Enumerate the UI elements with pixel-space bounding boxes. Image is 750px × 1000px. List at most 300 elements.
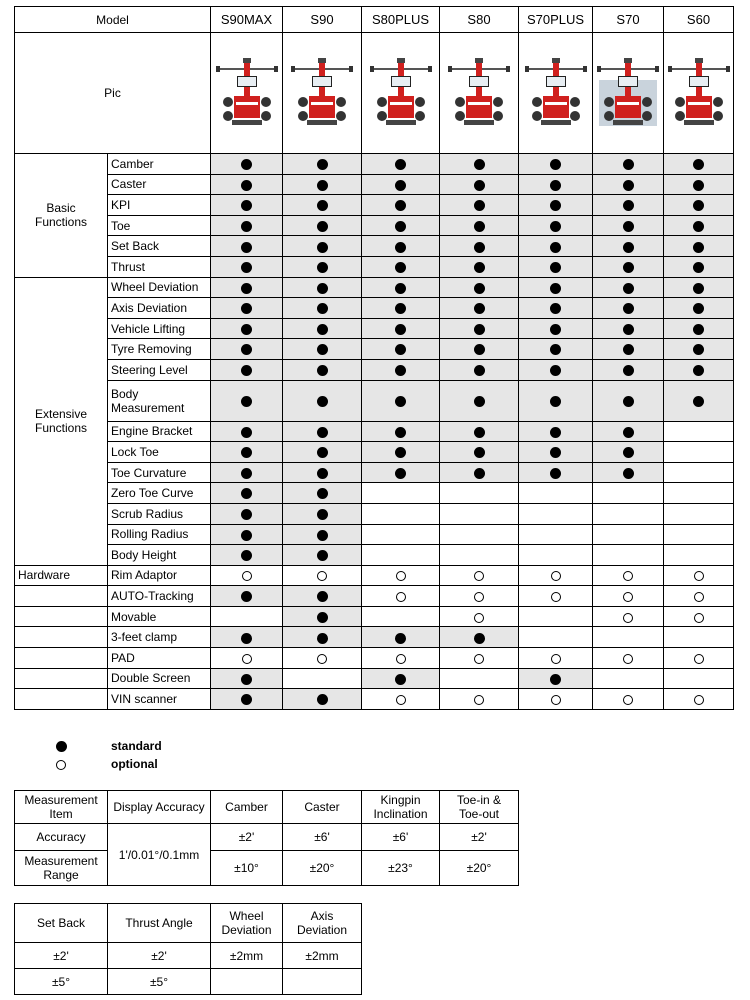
cell-s70plus — [519, 359, 593, 380]
cell-s60 — [664, 524, 734, 545]
cell-s80 — [440, 256, 519, 277]
standard-dot-icon — [241, 180, 252, 191]
standard-dot-icon — [395, 468, 406, 479]
cell-s80 — [440, 339, 519, 360]
cell-s80 — [440, 215, 519, 236]
feature-row — [15, 380, 734, 421]
standard-dot-icon — [395, 674, 406, 685]
optional-circle-icon — [474, 613, 484, 623]
feature-label: Steering Level — [108, 359, 211, 380]
cell-s80plus — [362, 668, 440, 689]
standard-dot-icon — [474, 200, 485, 211]
standard-dot-icon — [623, 324, 634, 335]
cell-s60 — [664, 606, 734, 627]
feature-label: Rolling Radius — [108, 524, 211, 545]
cell-s90 — [283, 524, 362, 545]
spec2-header: Axis Deviation — [283, 904, 362, 943]
standard-dot-icon — [317, 591, 328, 602]
standard-dot-icon — [623, 344, 634, 355]
cell-s60 — [664, 545, 734, 566]
group-hardware — [15, 648, 108, 669]
feature-row — [15, 318, 734, 339]
model-picture — [519, 33, 593, 154]
group-hardware — [15, 606, 108, 627]
optional-circle-icon — [396, 571, 406, 581]
cell-s80plus — [362, 627, 440, 648]
cell-s60 — [664, 565, 734, 586]
cell-s90max — [211, 339, 283, 360]
standard-dot-icon — [317, 303, 328, 314]
cell-s90max — [211, 627, 283, 648]
feature-label: Body Measurement — [108, 380, 211, 421]
cell-s70plus — [519, 298, 593, 319]
feature-label: Double Screen — [108, 668, 211, 689]
cell-s90max — [211, 545, 283, 566]
feature-row — [15, 277, 734, 298]
cell-s80plus — [362, 174, 440, 195]
standard-dot-icon — [550, 159, 561, 170]
standard-dot-icon — [693, 396, 704, 407]
optional-circle-icon — [474, 592, 484, 602]
standard-dot-icon — [317, 509, 328, 520]
standard-dot-icon — [550, 365, 561, 376]
cell-s80 — [440, 668, 519, 689]
cell-s80plus — [362, 339, 440, 360]
feature-row — [15, 483, 734, 504]
cell-s80plus — [362, 277, 440, 298]
cell-s60 — [664, 195, 734, 216]
standard-dot-icon — [317, 488, 328, 499]
feature-label: Rim Adaptor — [108, 565, 211, 586]
cell-s90 — [283, 174, 362, 195]
accuracy-label: Accuracy — [15, 824, 108, 851]
feature-label: AUTO-Tracking — [108, 586, 211, 607]
feature-label: Zero Toe Curve — [108, 483, 211, 504]
standard-dot-icon — [550, 447, 561, 458]
standard-dot-icon — [241, 488, 252, 499]
standard-dot-icon — [623, 262, 634, 273]
standard-dot-icon — [317, 468, 328, 479]
spec2-range-value: ±5° — [108, 969, 211, 995]
cell-s80plus — [362, 545, 440, 566]
feature-label: Body Height — [108, 545, 211, 566]
optional-circle-icon — [623, 571, 633, 581]
standard-dot-icon — [474, 180, 485, 191]
spec1-accuracy-row — [15, 824, 519, 851]
cell-s90max — [211, 442, 283, 463]
model-picture — [440, 33, 519, 154]
model-picture — [664, 33, 734, 154]
standard-dot-icon — [56, 741, 67, 752]
cell-s80plus — [362, 648, 440, 669]
spec2-accuracy-value: ±2mm — [211, 943, 283, 969]
group-basic-functions: Basic Functions — [15, 154, 108, 278]
cell-s80plus — [362, 298, 440, 319]
feature-row — [15, 154, 734, 175]
cell-s60 — [664, 503, 734, 524]
pic-header: Pic — [15, 33, 211, 154]
group-hardware: Hardware — [15, 565, 108, 586]
spec1-header: Kingpin Inclination — [362, 791, 440, 824]
cell-s70 — [593, 668, 664, 689]
standard-dot-icon — [623, 200, 634, 211]
standard-dot-icon — [317, 633, 328, 644]
standard-dot-icon — [395, 365, 406, 376]
standard-dot-icon — [693, 365, 704, 376]
optional-circle-icon — [694, 613, 704, 623]
optional-circle-icon — [396, 654, 406, 664]
cell-s90max — [211, 462, 283, 483]
standard-dot-icon — [693, 303, 704, 314]
standard-dot-icon — [241, 633, 252, 644]
cell-s90 — [283, 154, 362, 175]
cell-s90max — [211, 380, 283, 421]
model-name: S70PLUS — [519, 7, 593, 33]
cell-s80plus — [362, 606, 440, 627]
cell-s90 — [283, 318, 362, 339]
model-name: S80 — [440, 7, 519, 33]
standard-dot-icon — [550, 200, 561, 211]
model-name: S90 — [283, 7, 362, 33]
standard-dot-icon — [550, 180, 561, 191]
model-name: S90MAX — [211, 7, 283, 33]
cell-s70 — [593, 174, 664, 195]
standard-dot-icon — [550, 427, 561, 438]
pic-row — [15, 33, 734, 154]
cell-s70plus — [519, 380, 593, 421]
model-picture — [362, 33, 440, 154]
range-value: ±10° — [211, 851, 283, 886]
cell-s60 — [664, 298, 734, 319]
range-value: ±20° — [440, 851, 519, 886]
feature-row — [15, 442, 734, 463]
cell-s70 — [593, 545, 664, 566]
feature-label: PAD — [108, 648, 211, 669]
optional-circle-icon — [317, 571, 327, 581]
spec2-range-value: ±5° — [15, 969, 108, 995]
cell-s90max — [211, 689, 283, 710]
cell-s70 — [593, 442, 664, 463]
standard-dot-icon — [550, 396, 561, 407]
standard-dot-icon — [241, 365, 252, 376]
cell-s70 — [593, 215, 664, 236]
group-hardware — [15, 689, 108, 710]
feature-label: Toe — [108, 215, 211, 236]
cell-s80plus — [362, 462, 440, 483]
standard-dot-icon — [693, 200, 704, 211]
cell-s70plus — [519, 483, 593, 504]
range-label: Measurement Range — [15, 851, 108, 886]
feature-row — [15, 298, 734, 319]
standard-dot-icon — [623, 468, 634, 479]
standard-dot-icon — [395, 200, 406, 211]
standard-dot-icon — [241, 159, 252, 170]
cell-s60 — [664, 154, 734, 175]
cell-s90 — [283, 298, 362, 319]
standard-dot-icon — [241, 200, 252, 211]
aligner-machine-icon — [216, 58, 278, 128]
cell-s90 — [283, 256, 362, 277]
cell-s70plus — [519, 339, 593, 360]
cell-s90 — [283, 236, 362, 257]
cell-s70 — [593, 483, 664, 504]
cell-s70plus — [519, 586, 593, 607]
feature-row — [15, 565, 734, 586]
standard-dot-icon — [693, 324, 704, 335]
spec1-header: Caster — [283, 791, 362, 824]
cell-s90 — [283, 668, 362, 689]
spec1-header: Toe-in & Toe-out — [440, 791, 519, 824]
standard-dot-icon — [317, 427, 328, 438]
display-accuracy-value: 1'/0.01°/0.1mm — [108, 824, 211, 886]
cell-s80 — [440, 359, 519, 380]
cell-s80 — [440, 586, 519, 607]
model-name: S60 — [664, 7, 734, 33]
aligner-machine-icon — [370, 58, 432, 128]
cell-s80plus — [362, 503, 440, 524]
cell-s70 — [593, 359, 664, 380]
optional-circle-icon — [623, 654, 633, 664]
legend-optional — [56, 757, 158, 771]
standard-dot-icon — [550, 344, 561, 355]
feature-row — [15, 648, 734, 669]
spec2-header: Set Back — [15, 904, 108, 943]
accuracy-value: ±6' — [283, 824, 362, 851]
feature-label: Caster — [108, 174, 211, 195]
cell-s90max — [211, 503, 283, 524]
feature-row — [15, 545, 734, 566]
cell-s80plus — [362, 195, 440, 216]
optional-circle-icon — [694, 654, 704, 664]
standard-dot-icon — [474, 396, 485, 407]
cell-s90max — [211, 565, 283, 586]
standard-dot-icon — [317, 262, 328, 273]
cell-s70 — [593, 503, 664, 524]
cell-s80plus — [362, 318, 440, 339]
cell-s70 — [593, 380, 664, 421]
group-hardware — [15, 627, 108, 648]
cell-s70 — [593, 648, 664, 669]
cell-s70plus — [519, 174, 593, 195]
cell-s60 — [664, 277, 734, 298]
cell-s80plus — [362, 215, 440, 236]
legend-standard-label: standard — [111, 739, 162, 753]
cell-s80plus — [362, 689, 440, 710]
optional-circle-icon — [396, 592, 406, 602]
standard-dot-icon — [474, 283, 485, 294]
cell-s60 — [664, 380, 734, 421]
standard-dot-icon — [693, 344, 704, 355]
spec1-header-row — [15, 791, 519, 824]
feature-row — [15, 421, 734, 442]
optional-circle-icon — [551, 592, 561, 602]
model-name: S70 — [593, 7, 664, 33]
standard-dot-icon — [241, 447, 252, 458]
feature-row — [15, 689, 734, 710]
standard-dot-icon — [474, 159, 485, 170]
standard-dot-icon — [693, 221, 704, 232]
cell-s80plus — [362, 256, 440, 277]
cell-s90 — [283, 565, 362, 586]
standard-dot-icon — [693, 262, 704, 273]
spec-table-deviation — [14, 903, 362, 995]
standard-dot-icon — [241, 396, 252, 407]
standard-dot-icon — [241, 509, 252, 520]
standard-dot-icon — [693, 180, 704, 191]
standard-dot-icon — [241, 530, 252, 541]
standard-dot-icon — [395, 633, 406, 644]
feature-label: Scrub Radius — [108, 503, 211, 524]
spec1-header: Measurement Item — [15, 791, 108, 824]
spec2-header-row — [15, 904, 362, 943]
cell-s90max — [211, 256, 283, 277]
cell-s80 — [440, 154, 519, 175]
cell-s90 — [283, 606, 362, 627]
cell-s90 — [283, 483, 362, 504]
cell-s60 — [664, 236, 734, 257]
cell-s80plus — [362, 442, 440, 463]
cell-s90max — [211, 421, 283, 442]
cell-s70plus — [519, 648, 593, 669]
standard-dot-icon — [474, 242, 485, 253]
optional-circle-icon — [623, 695, 633, 705]
spec1-header: Display Accuracy — [108, 791, 211, 824]
feature-row — [15, 462, 734, 483]
cell-s70 — [593, 606, 664, 627]
standard-dot-icon — [317, 283, 328, 294]
standard-dot-icon — [693, 283, 704, 294]
feature-label: Axis Deviation — [108, 298, 211, 319]
cell-s80plus — [362, 483, 440, 504]
cell-s90max — [211, 648, 283, 669]
legend-optional-label: optional — [111, 757, 158, 771]
cell-s70 — [593, 586, 664, 607]
cell-s60 — [664, 648, 734, 669]
standard-dot-icon — [623, 221, 634, 232]
standard-dot-icon — [317, 200, 328, 211]
aligner-machine-icon — [448, 58, 510, 128]
standard-dot-icon — [550, 674, 561, 685]
cell-s80 — [440, 648, 519, 669]
standard-dot-icon — [241, 303, 252, 314]
cell-s80 — [440, 298, 519, 319]
optional-circle-icon — [474, 654, 484, 664]
cell-s70 — [593, 689, 664, 710]
cell-s90max — [211, 606, 283, 627]
cell-s70plus — [519, 318, 593, 339]
cell-s70plus — [519, 545, 593, 566]
model-name: S80PLUS — [362, 7, 440, 33]
cell-s70plus — [519, 606, 593, 627]
cell-s90max — [211, 586, 283, 607]
group-hardware — [15, 586, 108, 607]
standard-dot-icon — [241, 242, 252, 253]
feature-row — [15, 627, 734, 648]
model-picture — [211, 33, 283, 154]
cell-s90max — [211, 483, 283, 504]
optional-circle-icon — [551, 571, 561, 581]
standard-dot-icon — [474, 303, 485, 314]
group-hardware — [15, 668, 108, 689]
optional-circle-icon — [623, 613, 633, 623]
standard-dot-icon — [550, 262, 561, 273]
cell-s80 — [440, 627, 519, 648]
spec2-header: Wheel Deviation — [211, 904, 283, 943]
standard-dot-icon — [317, 694, 328, 705]
cell-s60 — [664, 339, 734, 360]
optional-circle-icon — [694, 695, 704, 705]
cell-s80 — [440, 462, 519, 483]
cell-s70 — [593, 627, 664, 648]
cell-s80 — [440, 565, 519, 586]
standard-dot-icon — [241, 674, 252, 685]
cell-s90 — [283, 545, 362, 566]
feature-row — [15, 359, 734, 380]
standard-dot-icon — [550, 324, 561, 335]
standard-dot-icon — [623, 396, 634, 407]
standard-dot-icon — [550, 468, 561, 479]
feature-row — [15, 174, 734, 195]
standard-dot-icon — [395, 262, 406, 273]
feature-label: Wheel Deviation — [108, 277, 211, 298]
cell-s70 — [593, 195, 664, 216]
cell-s90max — [211, 524, 283, 545]
cell-s70 — [593, 565, 664, 586]
range-value: ±20° — [283, 851, 362, 886]
legend-standard — [56, 739, 162, 753]
cell-s70plus — [519, 277, 593, 298]
feature-label: Engine Bracket — [108, 421, 211, 442]
cell-s90 — [283, 462, 362, 483]
cell-s90 — [283, 195, 362, 216]
cell-s70 — [593, 462, 664, 483]
cell-s70plus — [519, 256, 593, 277]
feature-label: Lock Toe — [108, 442, 211, 463]
optional-circle-icon — [551, 695, 561, 705]
cell-s90max — [211, 195, 283, 216]
cell-s90 — [283, 442, 362, 463]
cell-s80 — [440, 174, 519, 195]
feature-row — [15, 236, 734, 257]
feature-label: Set Back — [108, 236, 211, 257]
spec2-range-value — [211, 969, 283, 995]
cell-s90max — [211, 668, 283, 689]
standard-dot-icon — [395, 221, 406, 232]
cell-s70plus — [519, 668, 593, 689]
spec2-accuracy-value: ±2' — [108, 943, 211, 969]
standard-dot-icon — [550, 242, 561, 253]
cell-s80 — [440, 483, 519, 504]
optional-circle-icon — [56, 760, 66, 770]
cell-s90 — [283, 503, 362, 524]
cell-s90max — [211, 318, 283, 339]
cell-s70plus — [519, 689, 593, 710]
accuracy-value: ±2' — [440, 824, 519, 851]
cell-s90 — [283, 627, 362, 648]
standard-dot-icon — [241, 324, 252, 335]
feature-row — [15, 256, 734, 277]
cell-s80 — [440, 236, 519, 257]
feature-row — [15, 586, 734, 607]
cell-s80plus — [362, 236, 440, 257]
cell-s70plus — [519, 524, 593, 545]
standard-dot-icon — [241, 344, 252, 355]
optional-circle-icon — [396, 695, 406, 705]
standard-dot-icon — [550, 283, 561, 294]
standard-dot-icon — [474, 468, 485, 479]
cell-s60 — [664, 359, 734, 380]
spec1-header: Camber — [211, 791, 283, 824]
